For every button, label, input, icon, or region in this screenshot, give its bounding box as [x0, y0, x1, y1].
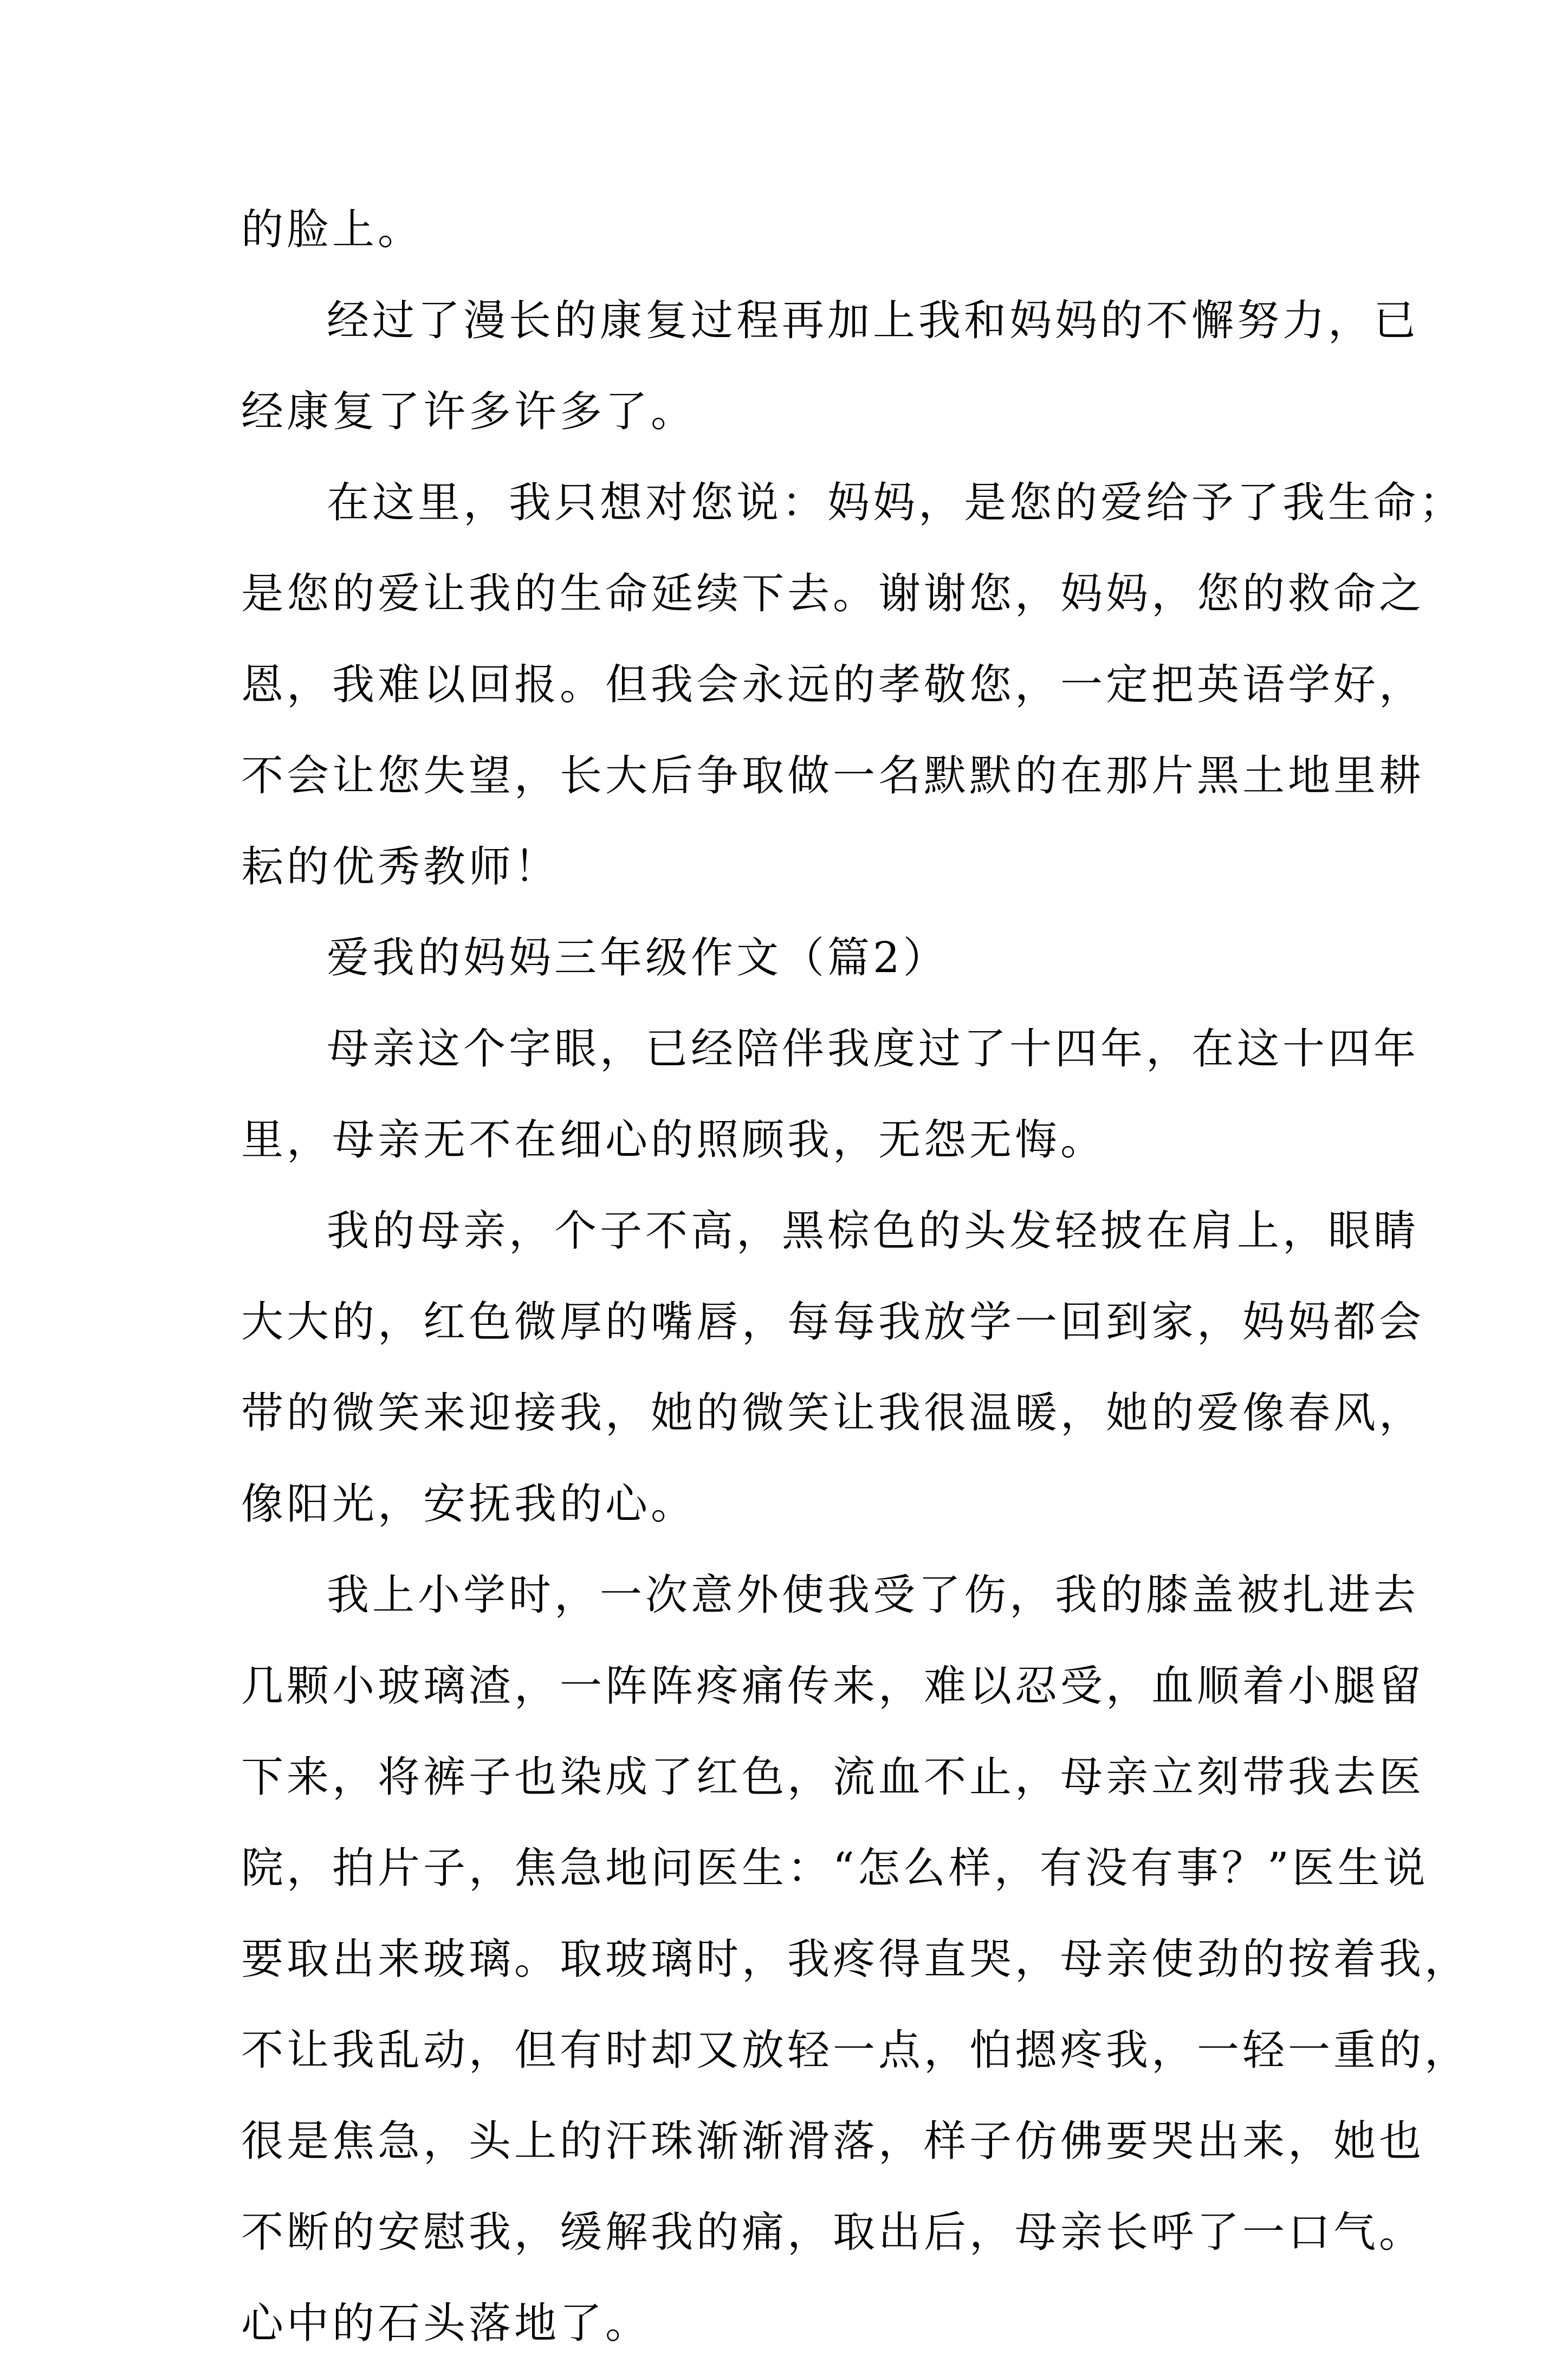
text-line: 耘的优秀教师！ [241, 843, 560, 891]
text-line: 不会让您失望，长大后争取做一名默默的在那片黑土地里耕 [241, 752, 1425, 800]
text-line: 经过了漫长的康复过程再加上我和妈妈的不懈努力，已 [327, 296, 1420, 345]
section-heading: 爱我的妈妈三年级作文（篇2） [327, 934, 949, 982]
text-line: 带的微笑来迎接我，她的微笑让我很温暖，她的爱像春风， [241, 1389, 1425, 1438]
text-line: 很是焦急，头上的汗珠渐渐滑落，样子仿佛要哭出来，她也 [241, 2117, 1425, 2166]
text-line: 我上小学时，一次意外使我受了伤，我的膝盖被扎进去 [327, 1571, 1420, 1620]
text-line: 的脸上。 [241, 205, 424, 254]
document-body [241, 184, 1470, 2369]
text-line: 下来，将裤子也染成了红色，流血不止，母亲立刻带我去医 [241, 1753, 1425, 1802]
text-line: 母亲这个字眼，已经陪伴我度过了十四年，在这十四年 [327, 1025, 1420, 1073]
text-line: 几颗小玻璃渣，一阵阵疼痛传来，难以忍受，血顺着小腿留 [241, 1662, 1425, 1711]
text-line: 像阳光，安抚我的心。 [241, 1480, 697, 1529]
text-line: 在这里，我只想对您说：妈妈，是您的爱给予了我生命； [327, 478, 1465, 527]
text-line: 院，拍片子，焦急地问医生：“怎么样，有没有事？”医生说 [241, 1844, 1429, 1893]
text-line: 经康复了许多许多了。 [241, 387, 697, 436]
text-line: 心中的石头落地了。 [241, 2299, 651, 2348]
text-line: 我的母亲，个子不高，黑棕色的头发轻披在肩上，眼睛 [327, 1207, 1420, 1255]
text-line: 是您的爱让我的生命延续下去。谢谢您，妈妈，您的救命之 [241, 569, 1425, 618]
text-line: 要取出来玻璃。取玻璃时，我疼得直哭，母亲使劲的按着我， [241, 1935, 1470, 1984]
text-line: 恩，我难以回报。但我会永远的孝敬您，一定把英语学好， [241, 661, 1425, 709]
text-line: 大大的，红色微厚的嘴唇，每每我放学一回到家，妈妈都会 [241, 1298, 1425, 1347]
text-line: 里，母亲无不在细心的照顾我，无怨无悔。 [241, 1116, 1106, 1164]
text-line: 不让我乱动，但有时却又放轻一点，怕摁疼我，一轻一重的， [241, 2026, 1470, 2075]
text-line: 不断的安慰我，缓解我的痛，取出后，母亲长呼了一口气。 [241, 2208, 1425, 2257]
